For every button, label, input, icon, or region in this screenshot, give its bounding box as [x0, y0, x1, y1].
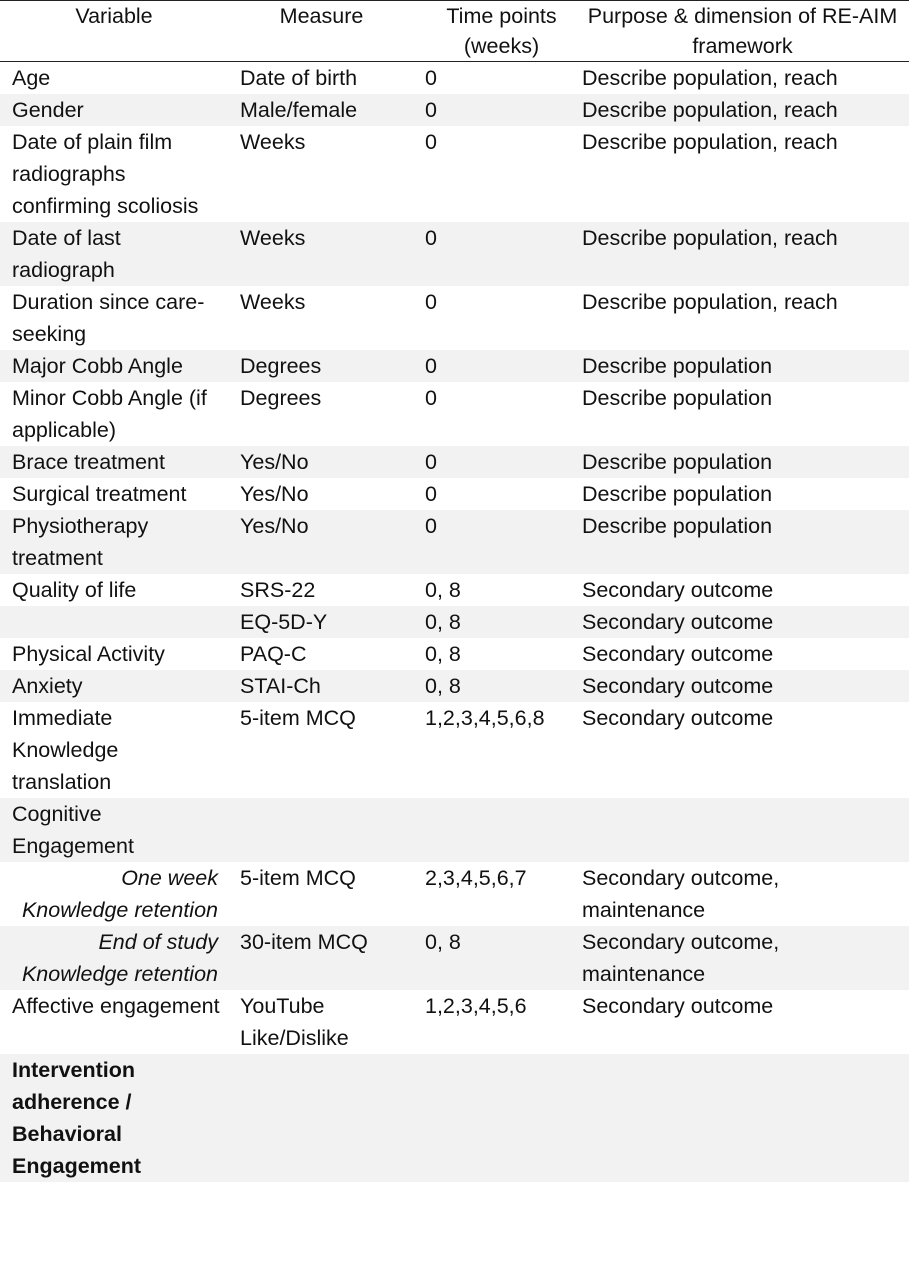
cell-variable: Date of last radiograph — [12, 226, 121, 282]
header-purpose: Purpose & dimension of RE-AIM framework — [587, 4, 898, 58]
cell-purpose: Secondary outcome — [582, 578, 774, 602]
table-row — [0, 382, 909, 446]
cell-time: 0, 8 — [425, 930, 461, 954]
table-row — [0, 638, 909, 670]
cell-purpose: Describe population, reach — [582, 226, 838, 250]
cell-time: 0 — [425, 98, 437, 122]
cell-time: 0 — [425, 386, 437, 410]
cell-variable: Minor Cobb Angle (if applicable) — [12, 386, 207, 442]
table-row — [0, 94, 909, 126]
cell-time: 0 — [425, 450, 437, 474]
cell-measure: 30-item MCQ — [240, 930, 368, 954]
table-row — [0, 478, 909, 510]
table-row — [0, 350, 909, 382]
cell-variable: Immediate Knowledge translation — [12, 706, 119, 794]
cell-measure — [228, 1054, 415, 1182]
header-variable: Variable — [75, 4, 153, 28]
cell-measure: Date of birth — [240, 66, 358, 90]
table-row — [0, 798, 909, 862]
cell-purpose: Secondary outcome, maintenance — [582, 930, 780, 986]
cell-variable: Surgical treatment — [12, 482, 187, 506]
cell-variable: End of study Knowledge retention — [21, 930, 218, 986]
cell-variable: Anxiety — [12, 674, 83, 698]
table-row — [0, 62, 909, 94]
cell-measure: Weeks — [240, 290, 306, 314]
cell-measure: YouTube Like/Dislike — [240, 994, 349, 1050]
cell-purpose: Describe population, reach — [582, 290, 838, 314]
cell-purpose: Secondary outcome — [582, 610, 774, 634]
cell-measure: 5-item MCQ — [240, 866, 356, 890]
table-row — [0, 862, 909, 926]
cell-variable: Brace treatment — [12, 450, 165, 474]
table-row — [0, 222, 909, 286]
cell-variable: Date of plain film radiographs confirming scoliosis — [12, 130, 199, 218]
cell-purpose: Describe population — [582, 482, 773, 506]
cell-time: 1,2,3,4,5,6,8 — [425, 706, 545, 730]
table-row — [0, 990, 909, 1054]
cell-purpose: Secondary outcome — [582, 674, 774, 698]
cell-measure: Yes/No — [240, 482, 309, 506]
cell-measure: Yes/No — [240, 450, 309, 474]
cell-measure: Degrees — [240, 354, 322, 378]
table-row — [0, 702, 909, 798]
cell-measure: PAQ-C — [240, 642, 307, 666]
cell-time: 0, 8 — [425, 674, 461, 698]
cell-variable: Duration since care-seeking — [12, 290, 205, 346]
cell-measure: Yes/No — [240, 514, 309, 538]
table-row — [0, 606, 909, 638]
cell-variable: One week Knowledge retention — [21, 866, 218, 922]
cell-variable: Quality of life — [12, 578, 137, 602]
cell-variable: Gender — [12, 98, 84, 122]
cell-measure: 5-item MCQ — [240, 706, 356, 730]
cell-time: 0, 8 — [425, 610, 461, 634]
cell-time: 0 — [425, 290, 437, 314]
cell-measure: STAI-Ch — [240, 674, 321, 698]
cell-measure: Weeks — [240, 226, 306, 250]
cell-measure: SRS-22 — [240, 578, 316, 602]
cell-purpose — [576, 798, 909, 862]
cell-measure: Male/female — [240, 98, 358, 122]
cell-purpose: Secondary outcome — [582, 994, 774, 1018]
cell-purpose: Describe population — [582, 386, 773, 410]
cell-variable: Physiotherapy treatment — [12, 514, 149, 570]
table-row — [0, 670, 909, 702]
cell-time: 0 — [425, 226, 437, 250]
cell-purpose: Secondary outcome — [582, 706, 774, 730]
cell-purpose: Describe population — [582, 450, 773, 474]
cell-purpose — [576, 1054, 909, 1182]
cell-time: 0 — [425, 482, 437, 506]
cell-variable — [0, 606, 228, 638]
cell-purpose: Secondary outcome — [582, 642, 774, 666]
cell-time: 1,2,3,4,5,6 — [425, 994, 527, 1018]
header-time-points: Time points (weeks) — [446, 4, 557, 58]
cell-time: 0, 8 — [425, 578, 461, 602]
cell-time: 0 — [425, 66, 437, 90]
table-row — [0, 926, 909, 990]
table-row — [0, 574, 909, 606]
cell-time: 0 — [425, 130, 437, 154]
cell-purpose: Describe population — [582, 514, 773, 538]
cell-variable: Cognitive Engagement — [12, 802, 134, 858]
cell-time: 0 — [425, 354, 437, 378]
table-row — [0, 286, 909, 350]
cell-variable: Major Cobb Angle — [12, 354, 183, 378]
cell-time: 2,3,4,5,6,7 — [425, 866, 527, 890]
cell-measure: EQ-5D-Y — [240, 610, 328, 634]
cell-time: 0 — [425, 514, 437, 538]
cell-variable: Age — [12, 66, 51, 90]
cell-purpose: Secondary outcome, maintenance — [582, 866, 780, 922]
cell-measure — [228, 798, 415, 862]
header-measure: Measure — [279, 4, 364, 28]
cell-measure: Weeks — [240, 130, 306, 154]
table-row — [0, 510, 909, 574]
cell-variable: Affective engagement — [12, 994, 220, 1018]
cell-purpose: Describe population, reach — [582, 66, 838, 90]
cell-purpose: Describe population, reach — [582, 98, 838, 122]
cell-variable: Intervention adherence / Behavioral Engagement — [12, 1058, 142, 1178]
table-row — [0, 446, 909, 478]
cell-time — [415, 798, 576, 862]
cell-purpose: Describe population — [582, 354, 773, 378]
table-row — [0, 1054, 909, 1182]
cell-time — [415, 1054, 576, 1182]
table-row — [0, 126, 909, 222]
cell-variable: Physical Activity — [12, 642, 165, 666]
cell-time: 0, 8 — [425, 642, 461, 666]
cell-purpose: Describe population, reach — [582, 130, 838, 154]
cell-measure: Degrees — [240, 386, 322, 410]
table-header — [0, 0, 909, 62]
